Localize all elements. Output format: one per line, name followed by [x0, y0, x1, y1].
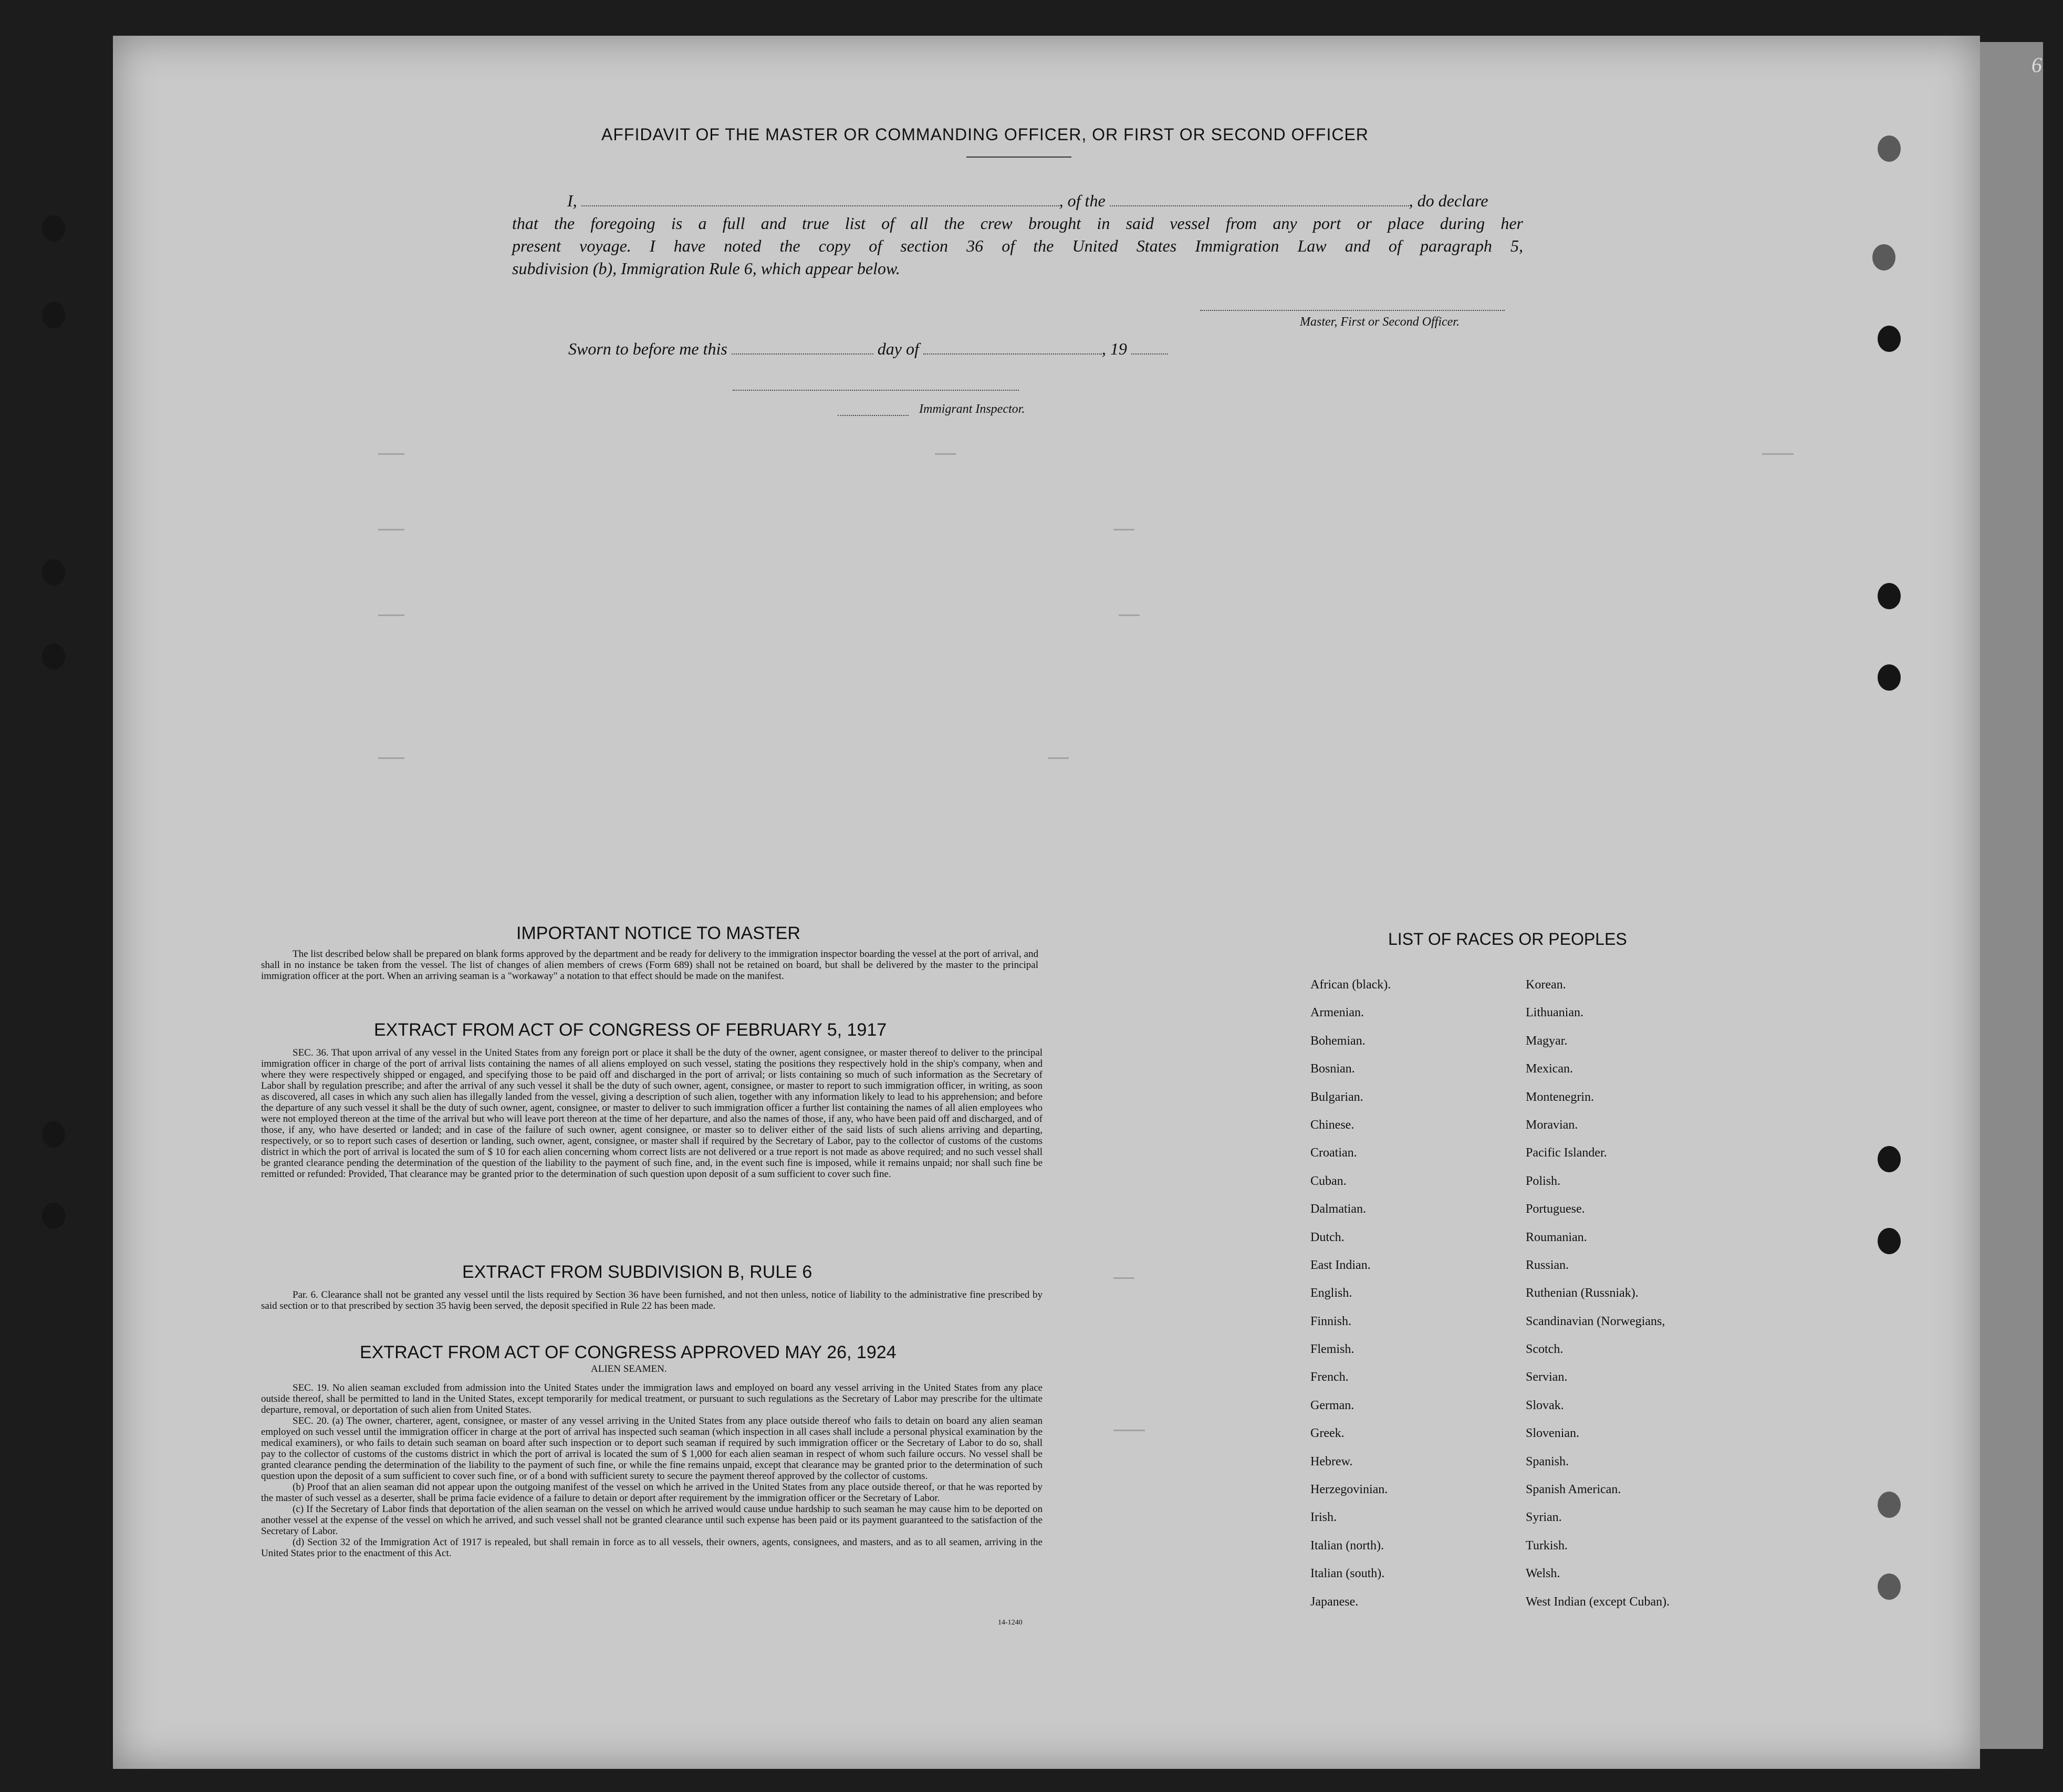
race-item: Herzegovinian. — [1310, 1483, 1388, 1497]
punch-hole — [42, 643, 65, 670]
race-item: Japanese. — [1310, 1595, 1359, 1609]
affidavit-do-declare: , do declare — [1409, 191, 1488, 210]
sec20c-paragraph: (c) If the Secretary of Labor finds that deportation of the alien seaman on the vessel on which he arrived would cause undue hardship to such seaman he may cause him to be deported on another vessel at the expense of the vessel on which he arrived, and such vessel shall not be granted clearance until such expense has been paid or its payment guaranteed to the satisfaction of the Secretary of Labor. — [261, 1504, 1043, 1537]
race-item: Scotch. — [1526, 1342, 1564, 1357]
extract-1917-body: SEC. 36. That upon arrival of any vessel in the United States from any foreign port or place it shall be the duty of the owner, agent consignee, or master thereof to deliver to the principal immigration officer in charge of the port of arrival lists containing the names of all aliens employed on such vessel, stating the positions they respectively hold in the ship's company, when and where they were respectively shipped or engaged, and specifying those to be paid off and discharged in the port of arrival; or lists containing so much of such information as the Secretary of Labor shall by regulation prescribe; and after the arrival of any such vessel it shall be the duty of such owner, agent, consignee, or master to report to such immigration officer, in writing, as soon as discovered, all cases in which any such alien has illegally landed from the vessel, giving a description of such alien, together with any information likely to lead to his apprehension; and before the departure of any such vessel it shall be the duty of such owner, agent, consignee, or master to deliver to such immigration officer a further list containing the names of all alien employees who were not employed thereon at the time of the arrival but who will leave port thereon at the time of her departure, and also the names of those, if any, who have been paid off and discharged, and of those, if any, who have deserted or landed; and in case of the failure of such owner, agent consignee, or master so to deliver either of the said lists of such aliens arriving and departing, respectively, or so to report such cases of desertion or landing, such owner, agent, consignee, or master shall if required by the Secretary of Labor, pay to the collector of customs of the customs district in which the port of arrival is located the sum of $ 10 for each alien concerning whom correct lists are not delivered or a true report is not made as above required; and no such vessel shall be granted clearance pending the determination of the question of the liability to the payment of such fine, and, in the event such fine is imposed, while it remains unpaid; nor shall such fine be remitted or refunded: Provided, That clearance may be granted prior to the determination of such question upon deposit of a sum sufficient to cover such fine. — [261, 1047, 1043, 1180]
punch-hole — [1878, 326, 1901, 352]
affidavit-title: AFFIDAVIT OF THE MASTER OR COMMANDING OFFICER, OR FIRST OR SECOND OFFICER — [601, 125, 1369, 144]
extract-rule6-body: Par. 6. Clearance shall not be granted any vessel until the lists required by Section 36 have been furnished, and not then unless, notice of liability to the administrative fine prescribed by said section or to that prescribed by section 35 havig been served, the deposit specified in Rule 22 has been made. — [261, 1289, 1043, 1311]
race-item: Montenegrin. — [1526, 1090, 1594, 1104]
form-number: 14-1240 — [998, 1619, 1023, 1627]
punch-hole — [1878, 1574, 1901, 1600]
inspector-caption: Immigrant Inspector. — [919, 402, 1025, 416]
race-item: Greek. — [1310, 1426, 1345, 1441]
sworn-month-blank[interactable] — [923, 340, 1102, 355]
race-item: East Indian. — [1310, 1258, 1371, 1272]
extract-1924-body — [261, 1382, 1043, 1559]
race-item: Armenian. — [1310, 1006, 1364, 1020]
affidavit-line-1 — [567, 191, 1488, 211]
race-item: Croatian. — [1310, 1146, 1357, 1160]
extract-1924-subtitle: ALIEN SEAMEN. — [591, 1363, 667, 1374]
race-item: Dalmatian. — [1310, 1202, 1366, 1216]
sec19-paragraph: SEC. 19. No alien seaman excluded from admission into the United States under the immigration laws and employed on board any vessel arriving in the United States from any place outside thereof, shall be permitted to land in the United States, except temporarily for medical treatment, or pursuant to such regulations as the Secretary of Labor may prescribe for the ultimate departure, removal, or deportation of such alien from United States. — [261, 1382, 1043, 1415]
extract-1917-title: EXTRACT FROM ACT OF CONGRESS OF FEBRUARY 5, 1917 — [374, 1020, 887, 1040]
sec20b-paragraph: (b) Proof that an alien seaman did not appear upon the outgoing manifest of the vessel on which he arrived in the United States from any place outside thereof, or that he was reported by the master of such vessel as a deserter, shall be prima facie evidence of a failure to detain or deport after requirement by the immigration officer or the Secretary of Labor. — [261, 1482, 1043, 1504]
punch-hole — [1872, 244, 1895, 270]
race-item: Slovak. — [1526, 1398, 1564, 1412]
punch-hole — [42, 302, 65, 328]
races-title: LIST OF RACES OR PEOPLES — [1388, 930, 1627, 949]
sec20d-paragraph: (d) Section 32 of the Immigration Act of 1917 is repealed, but shall remain in force as to all vessels, their owners, agents, consignees, and masters, and as to all seamen, arriving in the United States prior to the enactment of this Act. — [261, 1537, 1043, 1559]
race-item: Lithuanian. — [1526, 1006, 1583, 1020]
signature-line[interactable] — [1200, 310, 1505, 311]
race-item: Servian. — [1526, 1370, 1568, 1384]
race-item: African (black). — [1310, 978, 1391, 992]
race-item: Russian. — [1526, 1258, 1569, 1272]
race-item: Syrian. — [1526, 1510, 1562, 1525]
name-blank[interactable] — [581, 192, 1059, 206]
race-item: Portuguese. — [1526, 1202, 1585, 1216]
sworn-year-blank[interactable] — [1131, 340, 1168, 355]
extract-1924-title: EXTRACT FROM ACT OF CONGRESS APPROVED MAY 26, 1924 — [360, 1342, 897, 1362]
affidavit-of-the: , of the — [1059, 191, 1106, 210]
race-item: Chinese. — [1310, 1118, 1355, 1132]
affidavit-line-4: subdivision (b), Immigration Rule 6, which appear below. — [512, 259, 900, 278]
races-right-column — [1526, 978, 1670, 1623]
punch-hole — [1878, 1146, 1901, 1172]
punch-hole — [1878, 664, 1901, 691]
vessel-blank[interactable] — [1110, 192, 1409, 206]
punch-hole — [42, 1203, 65, 1229]
title-rule — [966, 157, 1071, 158]
race-item: Roumanian. — [1526, 1230, 1587, 1244]
notice-body: The list described below shall be prepared on blank forms approved by the department and be ready for delivery to the immigration inspector boarding the vessel at the port of arrival, and shall in no instance be taken from the vessel. The list of changes of alien members of crews (Form 689) shall not be retained on board, but shall be delivered by the master to the principal immigration officer at the port. When an arriving seaman is a "workaway" a notation to that effect should be made on the manifest. — [261, 949, 1038, 982]
sworn-day-blank[interactable] — [732, 340, 873, 355]
race-item: German. — [1310, 1398, 1355, 1412]
race-item: Ruthenian (Russniak). — [1526, 1286, 1639, 1300]
punch-hole — [1878, 1228, 1901, 1254]
sec20a-paragraph: SEC. 20. (a) The owner, charterer, agent, consignee, or master of any vessel arriving in the United States from any place outside thereof who fails to detain on board any alien seaman employed on such vessel until the immigration officer in charge at the port of arrival has inspected such seaman (which inspection in all cases shall include a personal physical examination by the medical examiners), or who fails to detain such seaman on board after such inspection or to deport such seaman if required by such immigration officer or the Secretary of Labor to do so, shall pay to the collector of customs of the customs district in which the port of arrival is located the sum of $ 1,000 for each alien seaman in respect of whom such failure occurs. No vessel shall be granted clearance pending the determination of the liability to the payment of such fine, or while the fine remains unpaid, except that clearance may be granted prior to the determination of such question upon the deposit of a sum sufficient to cover such fine, or of a bond with sufficient surety to secure the payment thereof approved by the collector of customs. — [261, 1415, 1043, 1482]
race-item: Bosnian. — [1310, 1062, 1355, 1076]
race-item: Italian (south). — [1310, 1567, 1385, 1581]
race-item: French. — [1310, 1370, 1349, 1384]
race-item: Bohemian. — [1310, 1034, 1366, 1048]
affidavit-line-2: that the foregoing is a full and true list of all the crew brought in said vessel from any port or place during her — [512, 214, 1523, 233]
affidavit-i: I, — [567, 191, 577, 210]
page-edge — [1980, 42, 2043, 1749]
punch-hole — [42, 1121, 65, 1148]
races-left-column — [1310, 978, 1391, 1623]
race-item: Irish. — [1310, 1510, 1337, 1525]
notice-title: IMPORTANT NOTICE TO MASTER — [516, 923, 800, 943]
race-item: Korean. — [1526, 978, 1566, 992]
race-item: Polish. — [1526, 1174, 1561, 1188]
punch-hole — [42, 215, 65, 242]
race-item: Flemish. — [1310, 1342, 1355, 1357]
extract-rule6-title: EXTRACT FROM SUBDIVISION B, RULE 6 — [462, 1262, 812, 1282]
race-item: Hebrew. — [1310, 1454, 1353, 1468]
race-item: Slovenian. — [1526, 1426, 1579, 1441]
signature-caption: Master, First or Second Officer. — [1300, 315, 1460, 329]
race-item: Dutch. — [1310, 1230, 1345, 1244]
punch-hole — [1878, 136, 1901, 162]
race-item: Mexican. — [1526, 1062, 1573, 1076]
margin-page-number: 6 — [2031, 53, 2042, 77]
race-item: Spanish American. — [1526, 1483, 1621, 1497]
race-item: Italian (north). — [1310, 1538, 1384, 1553]
race-item: Cuban. — [1310, 1174, 1347, 1188]
race-item: Spanish. — [1526, 1454, 1569, 1468]
race-item: Moravian. — [1526, 1118, 1578, 1132]
sworn-text: Sworn to before me this — [568, 339, 727, 358]
punch-hole — [1878, 583, 1901, 609]
race-item: West Indian (except Cuban). — [1526, 1595, 1670, 1609]
year-prefix: , 19 — [1101, 339, 1127, 358]
race-item: English. — [1310, 1286, 1352, 1300]
race-item: Finnish. — [1310, 1314, 1352, 1328]
day-of-text: day of — [877, 339, 919, 358]
race-item: Magyar. — [1526, 1034, 1568, 1048]
affidavit-line-3: present voyage. I have noted the copy of section 36 of the United States Immigration Law and of paragraph 5, — [512, 236, 1523, 255]
race-item: Pacific Islander. — [1526, 1146, 1607, 1160]
punch-hole — [1878, 1492, 1901, 1518]
race-item: Bulgarian. — [1310, 1090, 1363, 1104]
sworn-line — [568, 339, 1168, 359]
punch-hole — [42, 559, 65, 586]
inspector-dotted-line — [838, 415, 909, 416]
race-item: Welsh. — [1526, 1567, 1560, 1581]
race-item: Turkish. — [1526, 1538, 1568, 1553]
inspector-signature-line[interactable] — [733, 390, 1019, 391]
race-item: Scandinavian (Norwegians, — [1526, 1314, 1665, 1328]
